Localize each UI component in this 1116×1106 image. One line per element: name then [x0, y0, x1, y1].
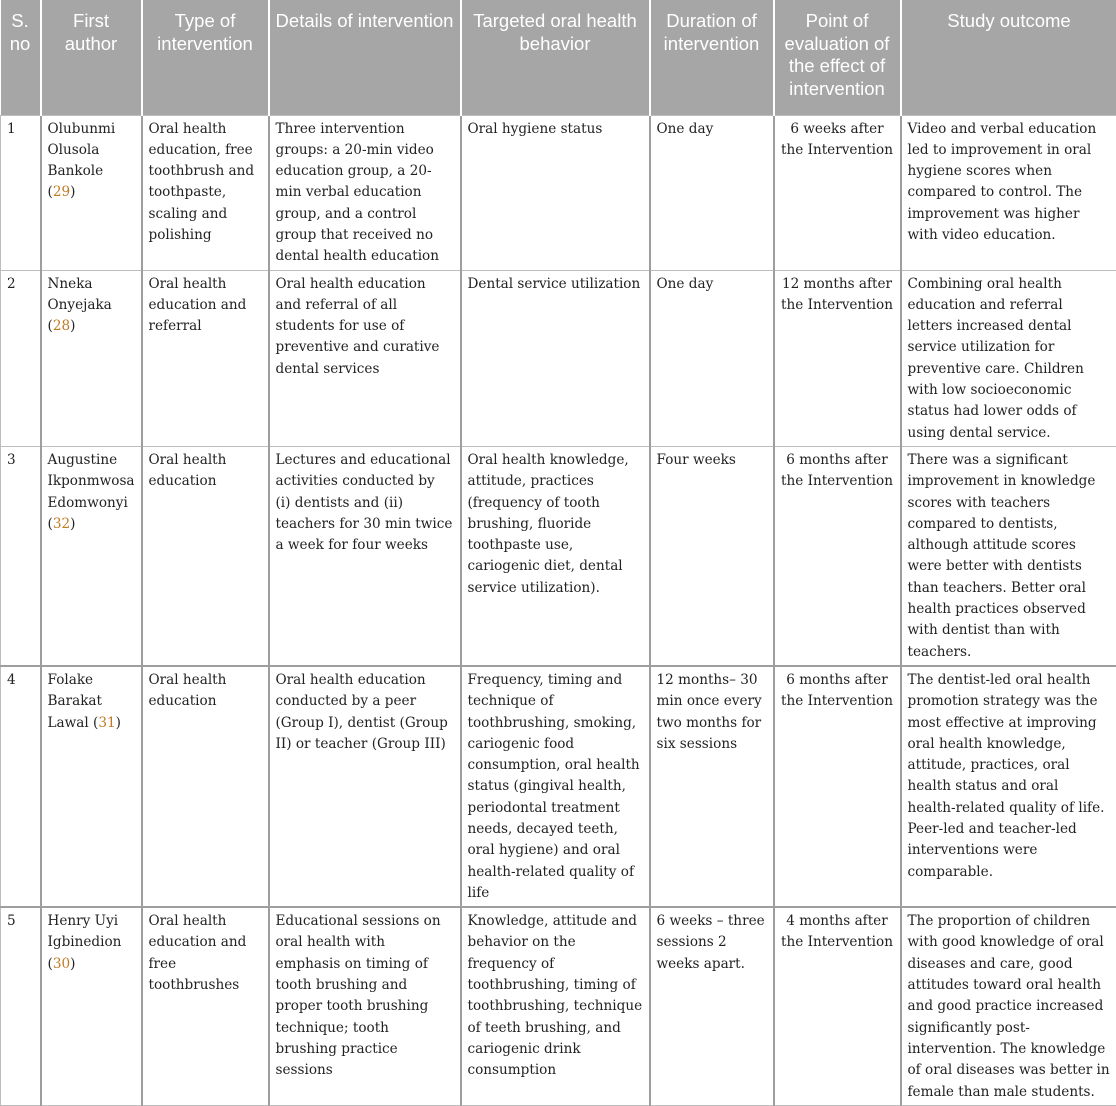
cell-sno: 4 [1, 666, 41, 907]
header-sno: S. no [1, 0, 41, 115]
cell-sno: 3 [1, 446, 41, 665]
cell-duration: Four weeks [650, 446, 774, 665]
cell-evaluation: 12 months after the Intervention [774, 270, 901, 446]
cell-type: Oral health education, free toothbrush and toothpaste, scaling and polishing [142, 115, 269, 270]
cell-outcome: Combining oral health education and referral letters increased dental service utilization for preventive care. Children with low socioeconomic status had lower odds of using dental service. [901, 270, 1116, 446]
cell-behavior: Oral health knowledge, attitude, practices (frequency of tooth brushing, fluoride toothpaste use, cariogenic diet, dental service utilization). [461, 446, 650, 665]
author-name: Augustine Ikponmwosa Edomwonyi [48, 452, 135, 511]
cell-type: Oral health education and referral [142, 270, 269, 446]
cell-type: Oral health education [142, 446, 269, 665]
cell-author: Nneka Onyejaka (28) [41, 270, 142, 446]
cell-author: Folake Barakat Lawal (31) [41, 666, 142, 907]
author-name: Olubunmi Olusola Bankole [48, 121, 116, 180]
cell-author: Augustine Ikponmwosa Edomwonyi (32) [41, 446, 142, 665]
cell-type: Oral health education [142, 666, 269, 907]
header-targeted-behavior: Targeted oral health behavior [461, 0, 650, 115]
cell-outcome: Video and verbal education led to improvement in oral hygiene scores when compared to control. The improvement was higher with video education. [901, 115, 1116, 270]
cell-duration: One day [650, 270, 774, 446]
table-row [1, 115, 1116, 270]
reference-link[interactable]: 30 [53, 956, 70, 972]
table-row [1, 446, 1116, 665]
cell-duration: 12 months– 30 min once every two months for six sessions [650, 666, 774, 907]
cell-sno: 1 [1, 115, 41, 270]
header-study-outcome: Study outcome [901, 0, 1116, 115]
header-first-author: First author [41, 0, 142, 115]
cell-duration: One day [650, 115, 774, 270]
cell-behavior: Dental service utilization [461, 270, 650, 446]
cell-details: Oral health education conducted by a peer (Group I), dentist (Group II) or teacher (Group III) [269, 666, 461, 907]
reference-link[interactable]: 29 [53, 184, 70, 200]
cell-details: Oral health education and referral of all students for use of preventive and curative dental services [269, 270, 461, 446]
header-row [1, 0, 1116, 115]
cell-evaluation: 4 months after the Intervention [774, 907, 901, 1106]
cell-evaluation: 6 weeks after the Intervention [774, 115, 901, 270]
cell-details: Educational sessions on oral health with emphasis on timing of tooth brushing and proper tooth brushing technique; tooth brushing practice sessions [269, 907, 461, 1106]
cell-evaluation: 6 months after the Intervention [774, 446, 901, 665]
cell-behavior: Oral hygiene status [461, 115, 650, 270]
reference-link[interactable]: 31 [98, 715, 115, 731]
reference-link[interactable]: 32 [53, 516, 70, 532]
header-type-of-intervention: Type of intervention [142, 0, 269, 115]
cell-sno: 2 [1, 270, 41, 446]
cell-details: Lectures and educational activities conducted by (i) dentists and (ii) teachers for 30 min twice a week for four weeks [269, 446, 461, 665]
reference-link[interactable]: 28 [53, 318, 70, 334]
table-row [1, 666, 1116, 907]
header-point-of-evaluation: Point of evaluation of the effect of intervention [774, 0, 901, 115]
cell-sno: 5 [1, 907, 41, 1106]
cell-duration: 6 weeks – three sessions 2 weeks apart. [650, 907, 774, 1106]
cell-outcome: The dentist-led oral health promotion strategy was the most effective at improving oral health knowledge, attitude, practices, oral health status and oral health-related quality of life. Peer-led and teacher-led interventions were comparable. [901, 666, 1116, 907]
cell-behavior: Frequency, timing and technique of toothbrushing, smoking, cariogenic food consumption, oral health status (gingival health, periodontal treatment needs, decayed teeth, oral hygiene) and oral health-related quality of life [461, 666, 650, 907]
cell-author: Henry Uyi Igbinedion (30) [41, 907, 142, 1106]
author-name: Folake Barakat Lawal [48, 672, 103, 731]
header-details-of-intervention: Details of intervention [269, 0, 461, 115]
cell-type: Oral health education and free toothbrushes [142, 907, 269, 1106]
author-name: Henry Uyi Igbinedion [48, 913, 122, 950]
cell-outcome: There was a significant improvement in knowledge scores with teachers compared to dentists, although attitude scores were better with dentists than teachers. Better oral health practices observed with dentist than with teachers. [901, 446, 1116, 665]
cell-details: Three intervention groups: a 20-min video education group, a 20-min verbal education group, and a control group that received no dental health education [269, 115, 461, 270]
cell-outcome: The proportion of children with good knowledge of oral diseases and care, good attitudes toward oral health and good practice increased significantly post-intervention. The knowledge of oral diseases was better in female than male students. [901, 907, 1116, 1106]
table-row [1, 907, 1116, 1106]
header-duration: Duration of intervention [650, 0, 774, 115]
table-row [1, 270, 1116, 446]
cell-author: Olubunmi Olusola Bankole (29) [41, 115, 142, 270]
cell-behavior: Knowledge, attitude and behavior on the frequency of toothbrushing, timing of toothbrushing, technique of teeth brushing, and cariogenic drink consumption [461, 907, 650, 1106]
author-name: Nneka Onyejaka [48, 276, 112, 313]
cell-evaluation: 6 months after the Intervention [774, 666, 901, 907]
